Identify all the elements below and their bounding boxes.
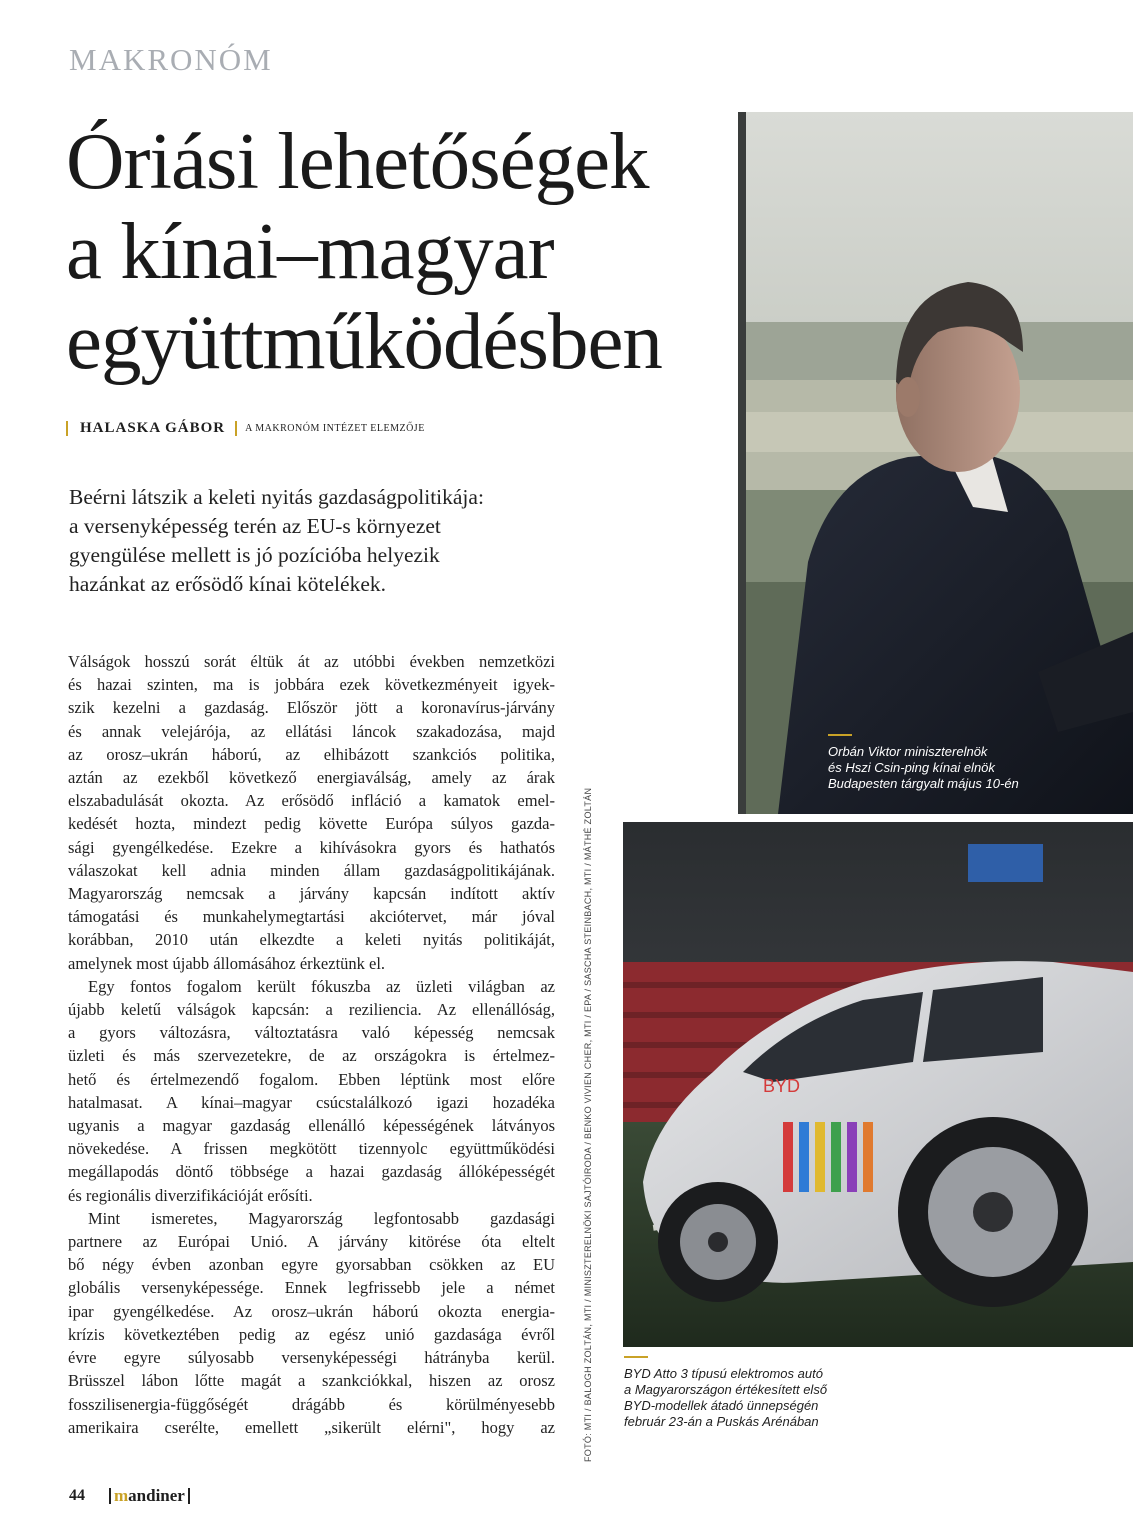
logo-initial: m bbox=[114, 1486, 129, 1505]
body-line: fosszilisenergia-függőségét drágább és körülményesebb bbox=[68, 1394, 555, 1414]
body-line: amerikaira cserélte, emellett „sikerült elérni", hogy az bbox=[68, 1417, 555, 1437]
photo-byd-car bbox=[623, 822, 1133, 1347]
byline bbox=[66, 420, 425, 437]
body-line: Magyarország nemcsak a járvány kapcsán indított aktív bbox=[68, 884, 555, 904]
body-line: aztán az ezekből következő energiaválság, amely az árak bbox=[68, 768, 555, 788]
body-line: az orosz–ukrán háború, az elhibázott szankciós politika, bbox=[68, 744, 555, 764]
body-line: amelynek most újabb állomásához érkeztünk el. bbox=[68, 953, 386, 973]
mandiner-logo-icon bbox=[109, 1488, 190, 1504]
logo-rest: andiner bbox=[128, 1486, 185, 1505]
body-line: növekedése. A frissen megkötött tizennyolc együttműködési bbox=[68, 1139, 555, 1159]
caption-accent-rule bbox=[828, 734, 852, 736]
body-line: üzleti és más szervezetekre, de az országokra is értelmez- bbox=[68, 1046, 555, 1066]
body-line: évre egyre súlyosabb versenyképességi hátrányba kerül. bbox=[68, 1348, 555, 1368]
byline-accent-bar bbox=[235, 421, 237, 436]
body-line: ipar gyengélkedése. Az orosz–ukrán háború okozta energia- bbox=[68, 1301, 555, 1321]
body-line: újabb keletű válságok kapcsán: a reziliencia. Az ellenállóság, bbox=[68, 1000, 555, 1020]
article-body bbox=[68, 650, 555, 1439]
headline-line: együttműködésben bbox=[66, 296, 662, 386]
body-line: a gyors változásra, változtatásra való képesség nemcsak bbox=[68, 1023, 555, 1043]
headline-line: Óriási lehetőségek bbox=[66, 116, 649, 206]
headline-line: a kínai–magyar bbox=[66, 206, 554, 296]
caption-bottom bbox=[624, 1356, 827, 1430]
body-line: válaszokat kell adnia minden állam gazdaságpolitikájának. bbox=[68, 860, 555, 880]
caption-line: BYD Atto 3 típusú elektromos autó bbox=[624, 1366, 823, 1381]
body-line: Válságok hosszú sorát éltük át az utóbbi években nemzetközi bbox=[68, 652, 555, 671]
caption-line: február 23-án a Puskás Arénában bbox=[624, 1414, 819, 1429]
caption-line: Budapesten tárgyalt május 10-én bbox=[828, 776, 1019, 791]
lead-line: gyengülése mellett is jó pozícióba helyezik bbox=[69, 543, 440, 567]
lead-paragraph bbox=[69, 483, 569, 599]
author-role: A MAKRONÓM INTÉZET ELEMZŐJE bbox=[245, 423, 425, 434]
body-line: és annak velejárója, az ellátási láncok szakadozása, majd bbox=[68, 721, 555, 741]
author-name: HALASKA GÁBOR bbox=[80, 420, 226, 436]
caption-line: a Magyarországon értékesített első bbox=[624, 1382, 828, 1397]
body-line: ugyanis a magyar gazdaság ellenálló képességének látványos bbox=[68, 1116, 555, 1136]
body-line: korábban, 2010 után elkezdte a keleti nyitás politikáját, bbox=[68, 930, 555, 950]
car-byd-badge: BYD bbox=[763, 1076, 801, 1096]
page-number: 44 bbox=[69, 1487, 85, 1504]
lead-line: a versenyképesség terén az EU-s környezet bbox=[69, 514, 441, 538]
page-footer bbox=[69, 1487, 190, 1505]
caption-top bbox=[828, 734, 1019, 792]
body-line: partnere az Európai Unió. A járvány kitörése óta eltelt bbox=[68, 1232, 555, 1252]
byline-accent-bar bbox=[66, 421, 68, 436]
body-line: Brüsszel lábon lőtte magát a szankciókkal, hiszen az orosz bbox=[68, 1371, 555, 1391]
body-line: Mint ismeretes, Magyarország legfontosabb gazdasági bbox=[88, 1208, 555, 1228]
caption-line: BYD-modellek átadó ünnepségén bbox=[624, 1398, 819, 1413]
body-line: bő négy évben azonban egyre gyorsabban csökken az EU bbox=[68, 1255, 555, 1275]
body-line: és hazai szinten, ma is jobbára ezek következményeit igyek- bbox=[68, 675, 555, 695]
body-line: globális versenyképessége. Ennek legfrissebb jele a német bbox=[68, 1278, 555, 1298]
photo-credit: FOTÓ: MTI / BALOGH ZOLTÁN, MTI / MINISZTERELNÖKI SAJTÓIRODA / BENKO VIVIEN CHER, MTI / EPA / SASCHA STEINBACH, MTI / MÁTHÉ ZOLTÁN bbox=[583, 787, 593, 1462]
lead-line: hazánkat az erősödő kínai kötelékek. bbox=[69, 572, 386, 596]
lead-line: Beérni látszik a keleti nyitás gazdaságpolitikája: bbox=[69, 485, 484, 509]
body-line: megállapodás döntő többsége a hazai gazdaság állóképességét bbox=[68, 1162, 555, 1182]
body-line: támogatási és munkahelymegtartási akciótervet, már jóval bbox=[68, 907, 555, 927]
body-line: krízis következtében pedig az egész unió gazdasága évről bbox=[68, 1324, 555, 1344]
body-line: kedését hozta, mindezt pedig követte Európa súlyos gazda- bbox=[68, 814, 555, 834]
caption-line: Orbán Viktor miniszterelnök bbox=[828, 744, 988, 759]
body-line: Egy fontos fogalom került fókuszba az üzleti világban az bbox=[88, 976, 555, 996]
section-label: MAKRONÓM bbox=[69, 42, 273, 77]
body-line: hető és értelmezendő fogalom. Ebben léptünk most előre bbox=[68, 1069, 555, 1089]
body-line: és regionális diverzifikációját erősíti. bbox=[68, 1185, 313, 1205]
body-line: szik kezelni a gazdaság. Először jött a koronavírus-járvány bbox=[68, 698, 555, 718]
photo-prime-minister bbox=[738, 112, 1133, 814]
body-line: sági gyengélkedése. Ezekre a kihívásokra gyors és hathatós bbox=[68, 837, 555, 857]
headline bbox=[66, 116, 746, 386]
caption-accent-rule bbox=[624, 1356, 648, 1358]
caption-line: és Hszi Csin-ping kínai elnök bbox=[828, 760, 995, 775]
body-line: elszabadulását okozta. Az erősödő infláció a kamatok emel- bbox=[68, 791, 555, 811]
body-line: hatalmasat. A kínai–magyar csúcstalálkozó igazi hozadéka bbox=[68, 1092, 555, 1112]
